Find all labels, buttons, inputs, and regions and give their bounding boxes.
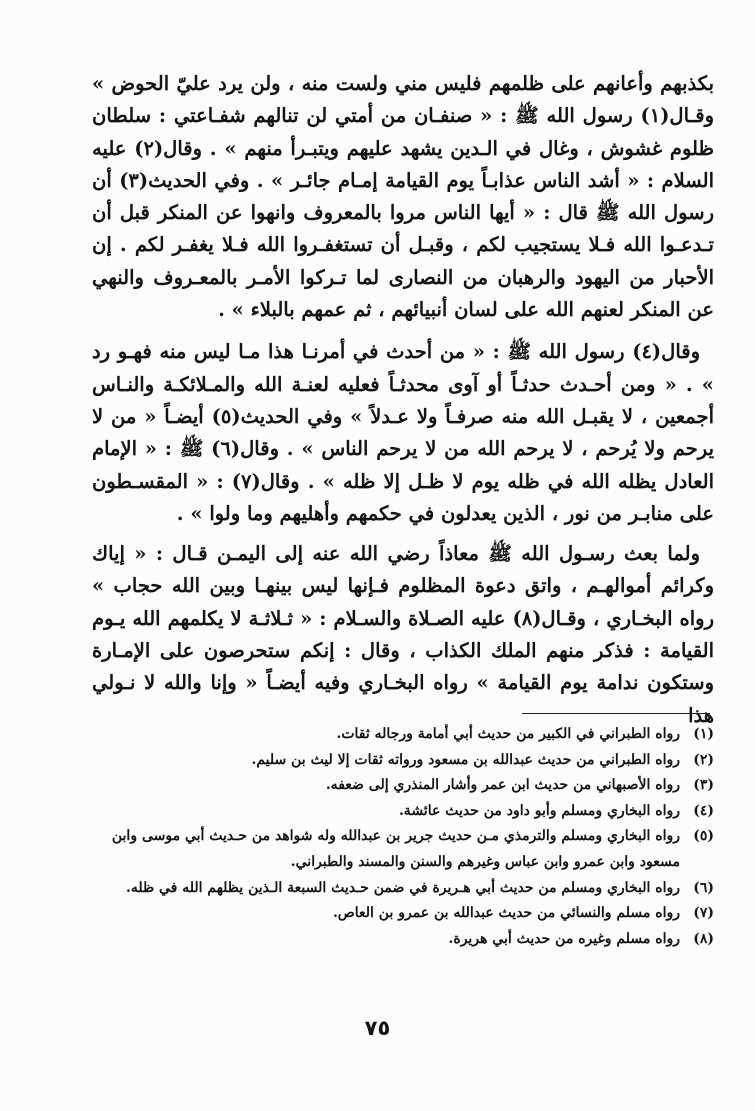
- footnote-1: [92, 722, 714, 748]
- footnote-text: رواه الأصبهاني من حديث ابن عمر وأشار المنذري إلى ضعفه.: [325, 777, 680, 794]
- footnote-number: (٢): [693, 751, 714, 768]
- footnote-5: [92, 824, 714, 875]
- footnote-2: [92, 748, 714, 774]
- footnote-number: (٧): [693, 905, 714, 922]
- footnote-text: رواه مسلم والنسائي من حديث عبدالله بن عمرو بن العاص.: [332, 905, 680, 922]
- footnote-text: رواه مسلم وغيره من حديث أبي هريرة.: [448, 930, 680, 947]
- page-number: ٧٥: [364, 1016, 391, 1040]
- main-text: [92, 68, 714, 732]
- footnote-text: رواه البخاري ومسلم من حديث أبي هـريرة في ضمن حـديث السبعة الـذين يظلهم الله في ظله.: [125, 879, 680, 896]
- footnote-text: رواه الطبراني في الكبير من حديث أبي أمامة ورجاله ثقات.: [336, 726, 680, 742]
- footnote-number: (٤): [693, 802, 714, 819]
- paragraph-1: بكذبهم وأعانهم على ظلمهم فليس مني ولست منه ، ولن يرد عليّ الحوض » وقـال(١) رسول الله ﷺ : « صنفـان من أمتي لن تنالهم شفـاعتي : سلطان ظلوم غشوش ، وغال في الـدين يشهد عليهم ويتبـرأ منهم » . وقال(٢) عليه السلام : « أشد الناس عذابـاً يوم القيامة إمـام جائـر » . وفي الحديث(٣) أن رسول الله ﷺ قال : « أيها الناس مروا بالمعروف وانهوا عن المنكر قبل أن تـدعـوا الله فـلا يستجيب لكم ، وقبـل أن تستغفـروا الله فـلا يغفـر لكم . إن الأحبار من اليهود والرهبان من النصارى لما تـركوا الأمـر بالمعـروف والنهي عن المنكر لعنهم الله على لسان أنبيائهم ، ثم عمهم بالبلاء » .: [92, 72, 714, 322]
- footnotes: [92, 722, 714, 952]
- footnote-number: (٥): [693, 828, 714, 845]
- footnote-number: (٦): [693, 879, 714, 896]
- footnote-4: [92, 799, 714, 825]
- paragraph-2: وقال(٤) رسول الله ﷺ : « من أحدث في أمرنـا هذا مـا ليس منه فهـو رد » . « ومن أحـدث حدثـاً أو آوى محدثـاً فعليه لعنـة الله والمـلائكـة والنـاس أجمعين ، لا يقبـل الله منه صرفـاً ولا عـدلاً » وفي الحديث(٥) أيضـاً « من لا يرحم ولا يُرحم ، لا يرحم الله من لا يرحم الناس » . وقال(٦) ﷺ : « الإمام العادل يظله الله في ظله يوم لا ظـل إلا ظله » . وقال(٧) : « المقسـطون على منابـر من نور ، الذين يعدلون في حكمهم وأهليهم وما ولوا » .: [92, 340, 714, 525]
- footnote-6: [92, 876, 714, 902]
- footnote-number: (١): [693, 726, 714, 742]
- footnote-divider: [522, 713, 710, 714]
- footnote-number: (٣): [693, 777, 714, 794]
- footnote-text: رواه البخاري ومسلم والترمذي مـن حديث جرير بن عبدالله وله شواهد من حـديث أبي موسى وابن مسعود وابن عمرو وابن عباس وغيرهم والسنن والمسند والطبراني.: [111, 828, 680, 870]
- footnote-text: رواه البخاري ومسلم وأبو داود من حديث عائشة.: [398, 802, 680, 819]
- footnote-3: [92, 773, 714, 799]
- paragraph-3: ولما بعث رسـول الله ﷺ معاذاً رضي الله عنه إلى اليمـن قـال : « إياك وكرائم أموالهـم ، واتق دعوة المظلوم فـإنها ليس بينهـا وبين الله حجاب » رواه البخـاري ، وقـال(٨) عليه الصـلاة والسـلام : « ثـلاثـة لا يكلمهم الله يـوم القيامة : فذكر منهم الملك الكذاب ، وقال : إنكم ستحرصون على الإمـارة وستكون ندامة يوم القيامة » رواه البخـاري وفيه أيضـاً « وإنا والله لا نـولي هذا: [92, 542, 714, 727]
- footnote-7: [92, 901, 714, 927]
- footnote-text: رواه الطبراني من حديث عبدالله بن مسعود ورواته ثقات إلا ليث بن سليم.: [251, 751, 680, 768]
- footnote-8: [92, 927, 714, 953]
- footnote-number: (٨): [693, 930, 714, 947]
